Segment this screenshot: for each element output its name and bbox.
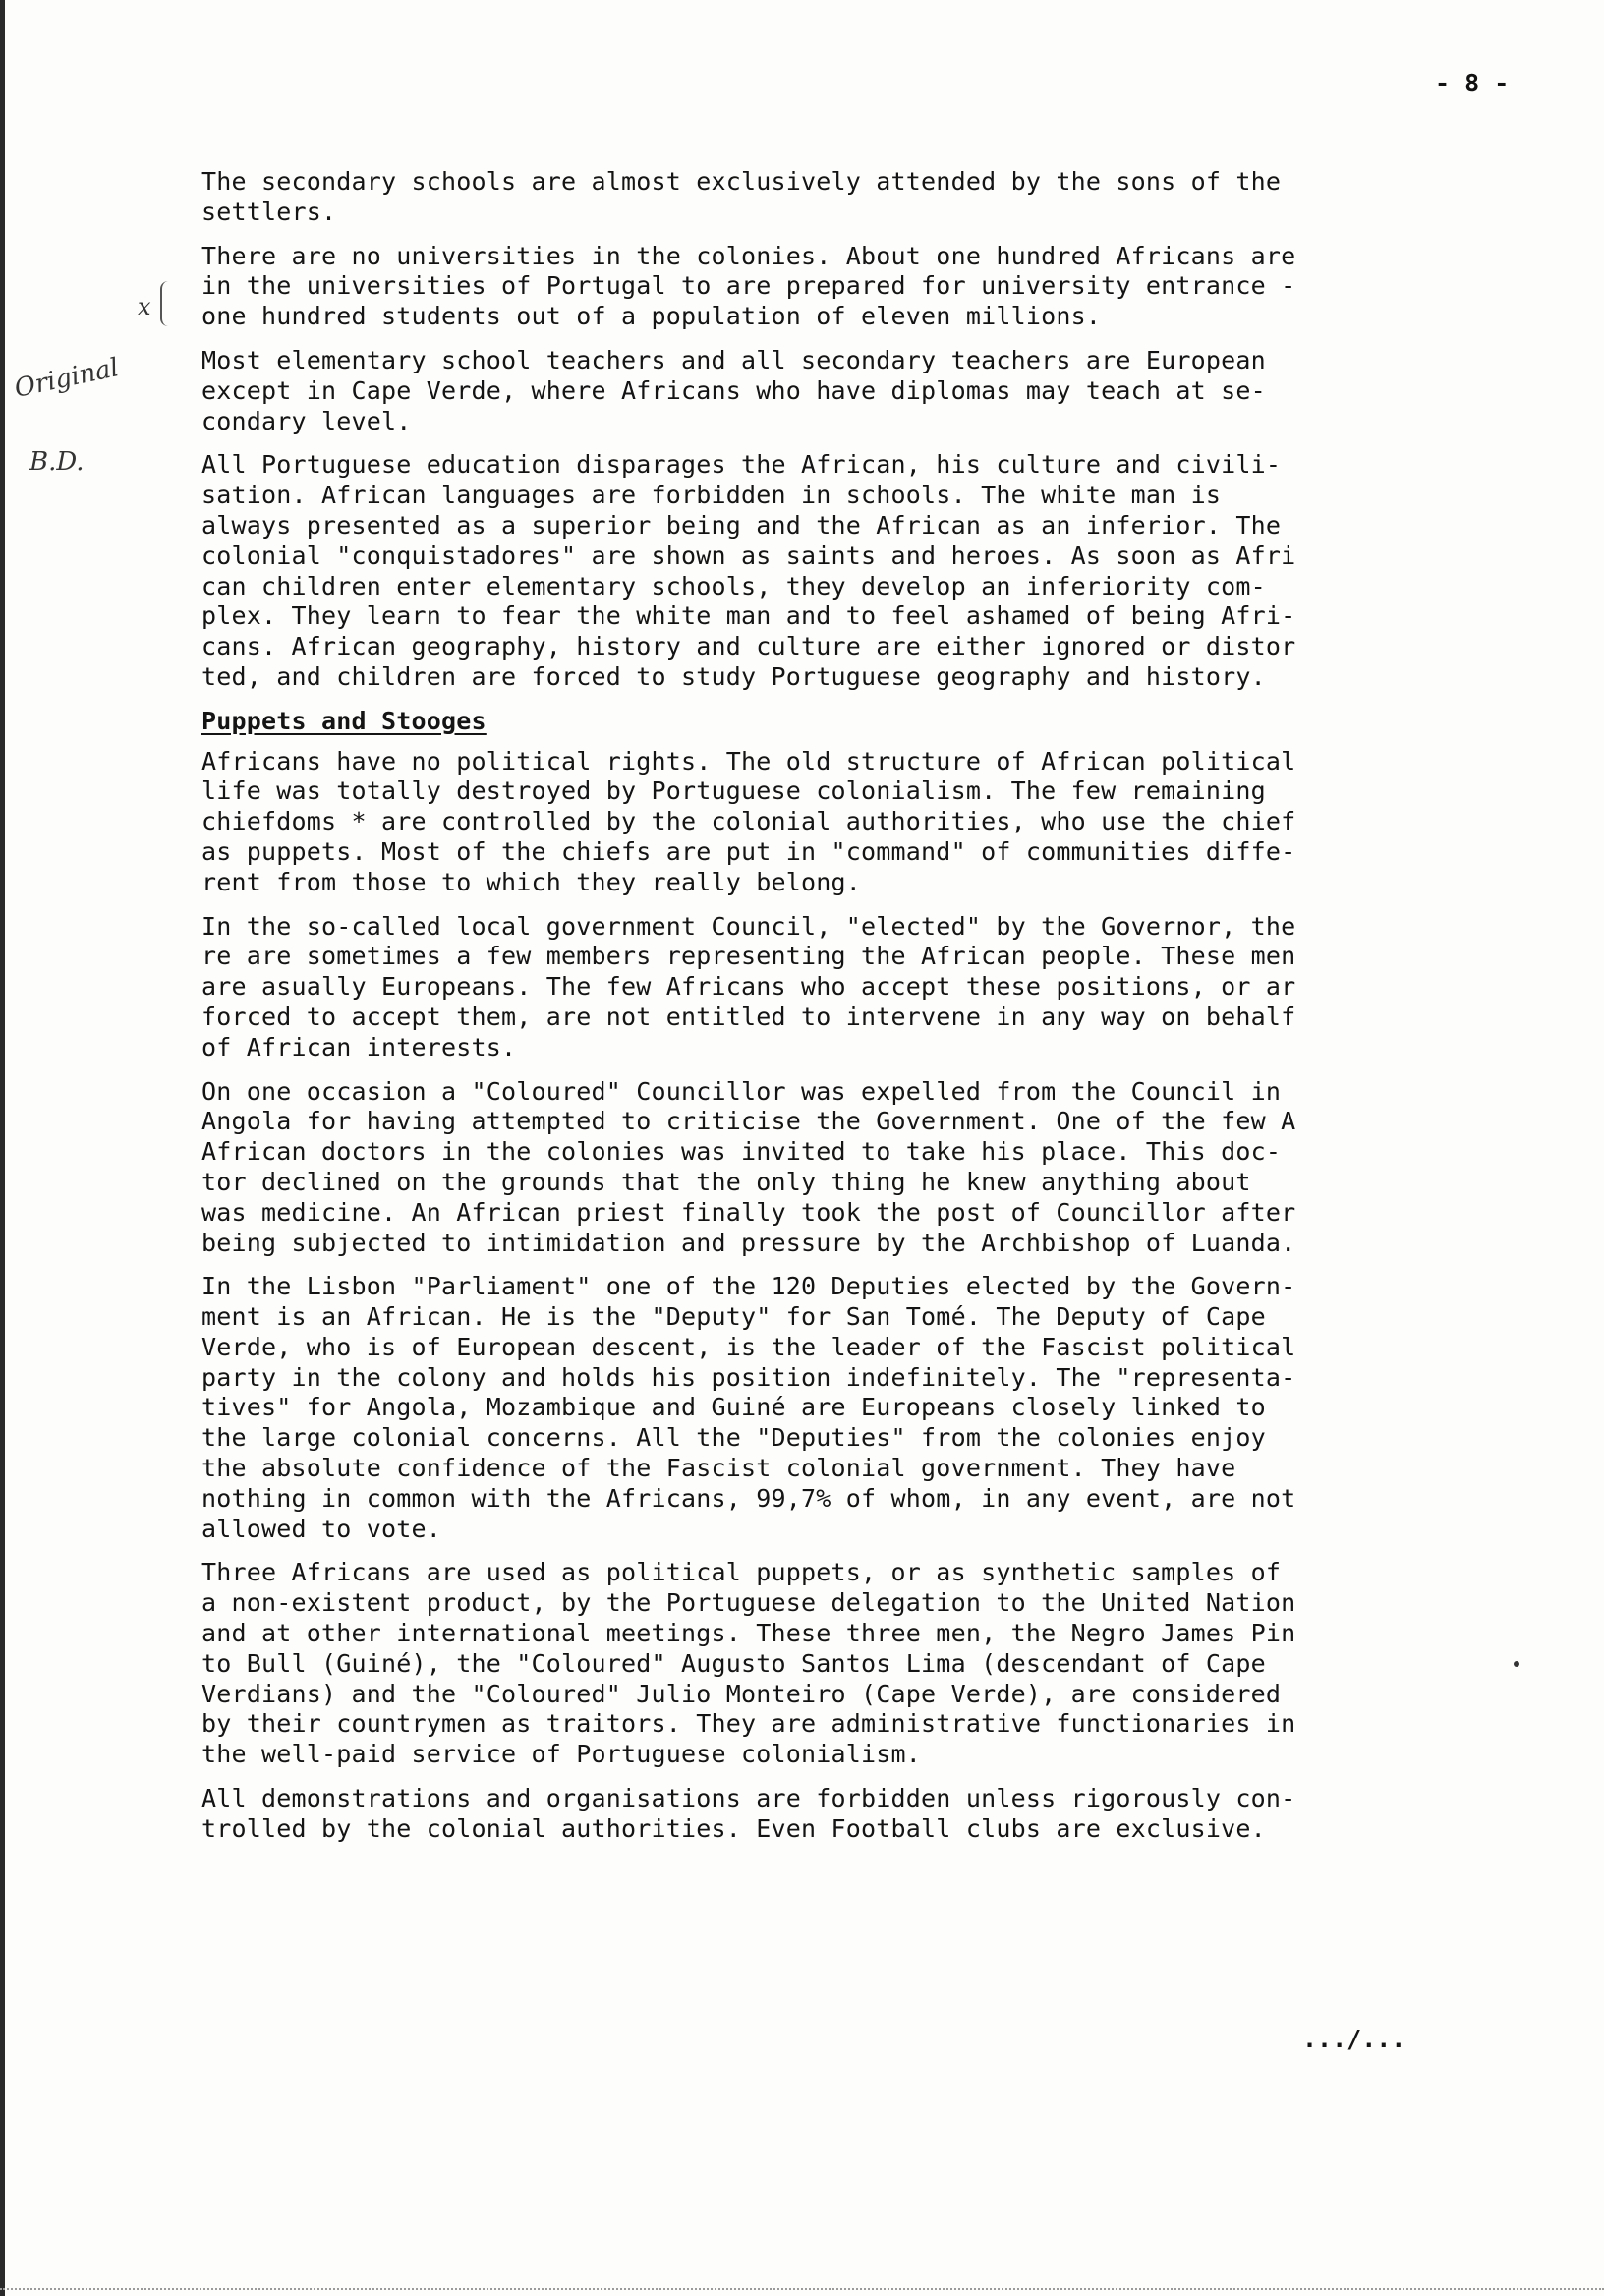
margin-bracket (160, 281, 172, 326)
paragraph (201, 167, 1602, 228)
text-line: plex. They learn to fear the white man and to feel ashamed of being Afri- (201, 602, 1296, 631)
text-line: tor declined on the grounds that the only thing he knew anything about (201, 1167, 1251, 1196)
text-line: in the universities of Portugal to are prepared for university entrance - (201, 271, 1296, 301)
text-line: sation. African languages are forbidden in schools. The white man is (201, 481, 1222, 510)
section-heading: Puppets and Stooges (201, 706, 487, 735)
page-number: - 8 - (1435, 69, 1510, 97)
text-line: ted, and children are forced to study Portuguese geography and history. (201, 661, 1266, 691)
text-line: can children enter elementary schools, they develop an inferiority com- (201, 571, 1266, 601)
text-line: Verde, who is of European descent, is the leader of the Fascist political (201, 1332, 1296, 1361)
paragraph (201, 747, 1602, 898)
text-line: forced to accept them, are not entitled to intervene in any way on behalf (201, 1002, 1296, 1031)
text-line: and at other international meetings. These three men, the Negro James Pin (201, 1619, 1296, 1648)
text-line: as puppets. Most of the chiefs are put in "command" of communities diffe- (201, 836, 1296, 866)
text-line: except in Cape Verde, where Africans who have diplomas may teach at se- (201, 375, 1266, 405)
text-line: a non-existent product, by the Portuguese delegation to the United Nation (201, 1588, 1296, 1618)
text-line: Africans have no political rights. The old structure of African political (201, 746, 1296, 775)
text-line: chiefdoms * are controlled by the colonial authorities, who use the chief (201, 807, 1296, 836)
text-line: one hundred students out of a population of eleven millions. (201, 302, 1102, 331)
paragraph (201, 1077, 1602, 1259)
text-line: African doctors in the colonies was invited to take his place. This doc- (201, 1137, 1282, 1167)
text-line: Three Africans are used as political puppets, or as synthetic samples of (201, 1558, 1282, 1587)
text-line: trolled by the colonial authorities. Even Football clubs are exclusive. (201, 1813, 1266, 1843)
text-line: being subjected to intimidation and pressure by the Archbishop of Luanda. (201, 1228, 1296, 1257)
text-line: There are no universities in the colonies. About one hundred Africans are (201, 241, 1296, 270)
text-line: of African interests. (201, 1032, 517, 1062)
paragraph (201, 1784, 1602, 1845)
continuation-marker: .../... (1302, 2025, 1406, 2053)
paragraph (201, 912, 1602, 1063)
text-line: The secondary schools are almost exclusively attended by the sons of the (201, 167, 1282, 196)
text-line: always presented as a superior being and the African as an inferior. The (201, 510, 1282, 540)
text-line: cans. African geography, history and culture are either ignored or distor (201, 632, 1296, 661)
text-line: In the Lisbon "Parliament" one of the 120 Deputies elected by the Govern- (201, 1272, 1296, 1301)
text-line: settlers. (201, 197, 337, 226)
text-line: are asually Europeans. The few Africans who accept these positions, or ar (201, 972, 1296, 1002)
paragraph (201, 242, 1602, 332)
scan-bottom-edge (0, 2286, 1604, 2290)
text-line: Most elementary school teachers and all secondary teachers are European (201, 345, 1266, 374)
margin-note-mark: x (138, 293, 151, 320)
text-line: On one occasion a "Coloured" Councillor was expelled from the Council in (201, 1076, 1282, 1106)
text-line: In the so-called local government Council, "elected" by the Governor, the (201, 911, 1296, 941)
text-line: by their countrymen as traitors. They are administrative functionaries in (201, 1709, 1296, 1739)
text-line: re are sometimes a few members representing the African people. These men (201, 942, 1296, 971)
margin-note-initials: B.D. (29, 447, 85, 477)
paragraph (201, 1272, 1602, 1544)
text-line: All demonstrations and organisations are forbidden unless rigorously con- (201, 1784, 1296, 1813)
text-line: Angola for having attempted to criticise the Government. One of the few A (201, 1107, 1296, 1136)
text-line: was medicine. An African priest finally took the post of Councillor after (201, 1197, 1296, 1227)
body-text (201, 167, 1602, 1859)
text-line: All Portuguese education disparages the African, his culture and civili- (201, 450, 1282, 480)
text-line: to Bull (Guiné), the "Coloured" Augusto Santos Lima (descendant of Cape (201, 1648, 1266, 1678)
text-line: the absolute confidence of the Fascist colonial government. They have (201, 1454, 1236, 1483)
text-line: nothing in common with the Africans, 99,7% of whom, in any event, are not (201, 1483, 1296, 1513)
text-line: tives" for Angola, Mozambique and Guiné are Europeans closely linked to (201, 1393, 1266, 1422)
paragraph (201, 346, 1602, 436)
text-line: party in the colony and holds his position indefinitely. The "representa- (201, 1362, 1296, 1392)
scan-left-edge (0, 0, 5, 2296)
text-line: ment is an African. He is the "Deputy" for San Tomé. The Deputy of Cape (201, 1302, 1266, 1332)
margin-note-original: Original (12, 353, 122, 404)
text-line: the large colonial concerns. All the "Deputies" from the colonies enjoy (201, 1423, 1266, 1453)
text-line: rent from those to which they really belong. (201, 867, 862, 896)
text-line: allowed to vote. (201, 1514, 442, 1543)
paragraph (201, 1558, 1602, 1770)
paragraph (201, 450, 1602, 692)
text-line: condary level. (201, 406, 412, 435)
text-line: the well-paid service of Portuguese colonialism. (201, 1740, 922, 1769)
stray-ink-mark (1514, 1661, 1519, 1667)
text-line: life was totally destroyed by Portuguese colonialism. The few remaining (201, 776, 1266, 806)
text-line: Verdians) and the "Coloured" Julio Monteiro (Cape Verde), are considered (201, 1679, 1282, 1708)
text-line: colonial "conquistadores" are shown as saints and heroes. As soon as Afri (201, 541, 1296, 570)
